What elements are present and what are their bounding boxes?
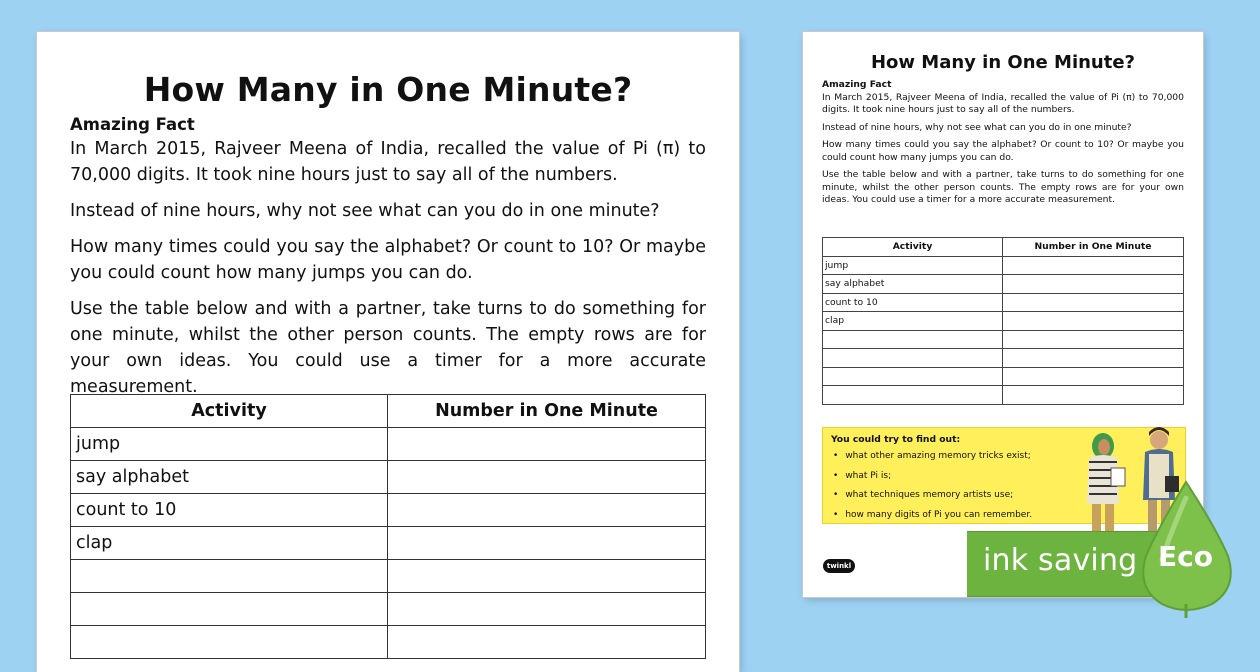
number-cell: [1003, 312, 1184, 331]
activity-cell: clap: [71, 527, 388, 560]
table-row: [823, 256, 1184, 275]
table-row: [71, 494, 706, 527]
paragraph-1: In March 2015, Rajveer Meena of India, recalled the value of Pi (π) to 70,000 digits. It took nine hours just to say all of the numbers.: [70, 139, 706, 185]
table-row: [71, 428, 706, 461]
activity-cell: [823, 349, 1003, 368]
number-cell: [388, 461, 706, 494]
number-cell: [1003, 256, 1184, 275]
list-item: • what other amazing memory tricks exist;: [833, 447, 1083, 467]
number-cell: [388, 428, 706, 461]
preview-column-header-number: Number in One Minute: [1003, 238, 1184, 257]
brand-logo: twinkl: [823, 559, 855, 573]
activity-cell: count to 10: [71, 494, 388, 527]
number-cell: [388, 626, 706, 659]
paragraph-4: Use the table below and with a partner, take turns to do something for one minute, whilst the other person counts. The empty rows are for your own ideas. You could use a timer for a more accurate measurement.: [70, 299, 706, 397]
table-row: [71, 593, 706, 626]
preview-paragraph-4: Use the table below and with a partner, take turns to do something for one minute, whilst the other person counts. The empty rows are for your own ideas. You could use a timer for a more accurate measurement.: [822, 169, 1184, 205]
table-row: [71, 560, 706, 593]
table-row: [823, 312, 1184, 331]
list-item: • what techniques memory artists use;: [833, 486, 1083, 506]
activity-cell: clap: [823, 312, 1003, 331]
activity-cell: [71, 560, 388, 593]
find-out-heading: You could try to find out:: [831, 434, 961, 445]
table-row: [823, 367, 1184, 386]
table-row: [823, 330, 1184, 349]
number-cell: [388, 560, 706, 593]
preview-column-header-activity: Activity: [823, 238, 1003, 257]
table-row: [823, 275, 1184, 294]
table-row: [71, 527, 706, 560]
paragraph-2: Instead of nine hours, why not see what can you do in one minute?: [70, 201, 660, 221]
preview-body: [822, 79, 1184, 212]
number-cell: [1003, 349, 1184, 368]
activity-cell: jump: [71, 428, 388, 461]
table-row: [823, 293, 1184, 312]
preview-activity-table: [822, 237, 1184, 405]
activity-table: [70, 394, 706, 659]
preview-paragraph-3: How many times could you say the alphabet? Or count to 10? Or maybe you could count how many jumps you can do.: [822, 139, 1184, 163]
table-header-row: [71, 395, 706, 428]
eco-label: Eco: [1158, 540, 1213, 573]
paragraph-3: How many times could you say the alphabet? Or count to 10? Or maybe you could count how many jumps you can do.: [70, 237, 706, 283]
ink-saving-label: ink saving: [983, 543, 1138, 578]
table-row: [823, 349, 1184, 368]
table-row: [71, 626, 706, 659]
number-cell: [388, 494, 706, 527]
worksheet-body: [70, 114, 706, 410]
table-row: [823, 386, 1184, 405]
list-item: • what Pi is;: [833, 467, 1083, 487]
activity-cell: count to 10: [823, 293, 1003, 312]
activity-cell: say alphabet: [823, 275, 1003, 294]
number-cell: [1003, 367, 1184, 386]
preview-title: How Many in One Minute?: [870, 52, 1135, 73]
activity-cell: [823, 367, 1003, 386]
number-cell: [1003, 293, 1184, 312]
find-out-list: [833, 447, 1083, 525]
table-row: [71, 461, 706, 494]
column-header-number: Number in One Minute: [388, 395, 706, 428]
activity-cell: [71, 626, 388, 659]
number-cell: [1003, 330, 1184, 349]
activity-cell: [823, 386, 1003, 405]
worksheet-large: [37, 32, 739, 672]
activity-cell: jump: [823, 256, 1003, 275]
number-cell: [1003, 275, 1184, 294]
page-title: How Many in One Minute?: [143, 70, 633, 109]
list-item: • how many digits of Pi you can remember.: [833, 506, 1083, 526]
preview-fact-heading: Amazing Fact: [822, 79, 892, 90]
number-cell: [1003, 386, 1184, 405]
preview-header-row: [823, 238, 1184, 257]
number-cell: [388, 593, 706, 626]
fact-heading: Amazing Fact: [70, 115, 195, 134]
activity-cell: say alphabet: [71, 461, 388, 494]
column-header-activity: Activity: [71, 395, 388, 428]
preview-paragraph-1: In March 2015, Rajveer Meena of India, recalled the value of Pi (π) to 70,000 digits. It took nine hours just to say all of the numbers.: [822, 91, 1184, 115]
activity-cell: [823, 330, 1003, 349]
preview-paragraph-2: Instead of nine hours, why not see what can you do in one minute?: [822, 121, 1132, 133]
activity-cell: [71, 593, 388, 626]
number-cell: [388, 527, 706, 560]
